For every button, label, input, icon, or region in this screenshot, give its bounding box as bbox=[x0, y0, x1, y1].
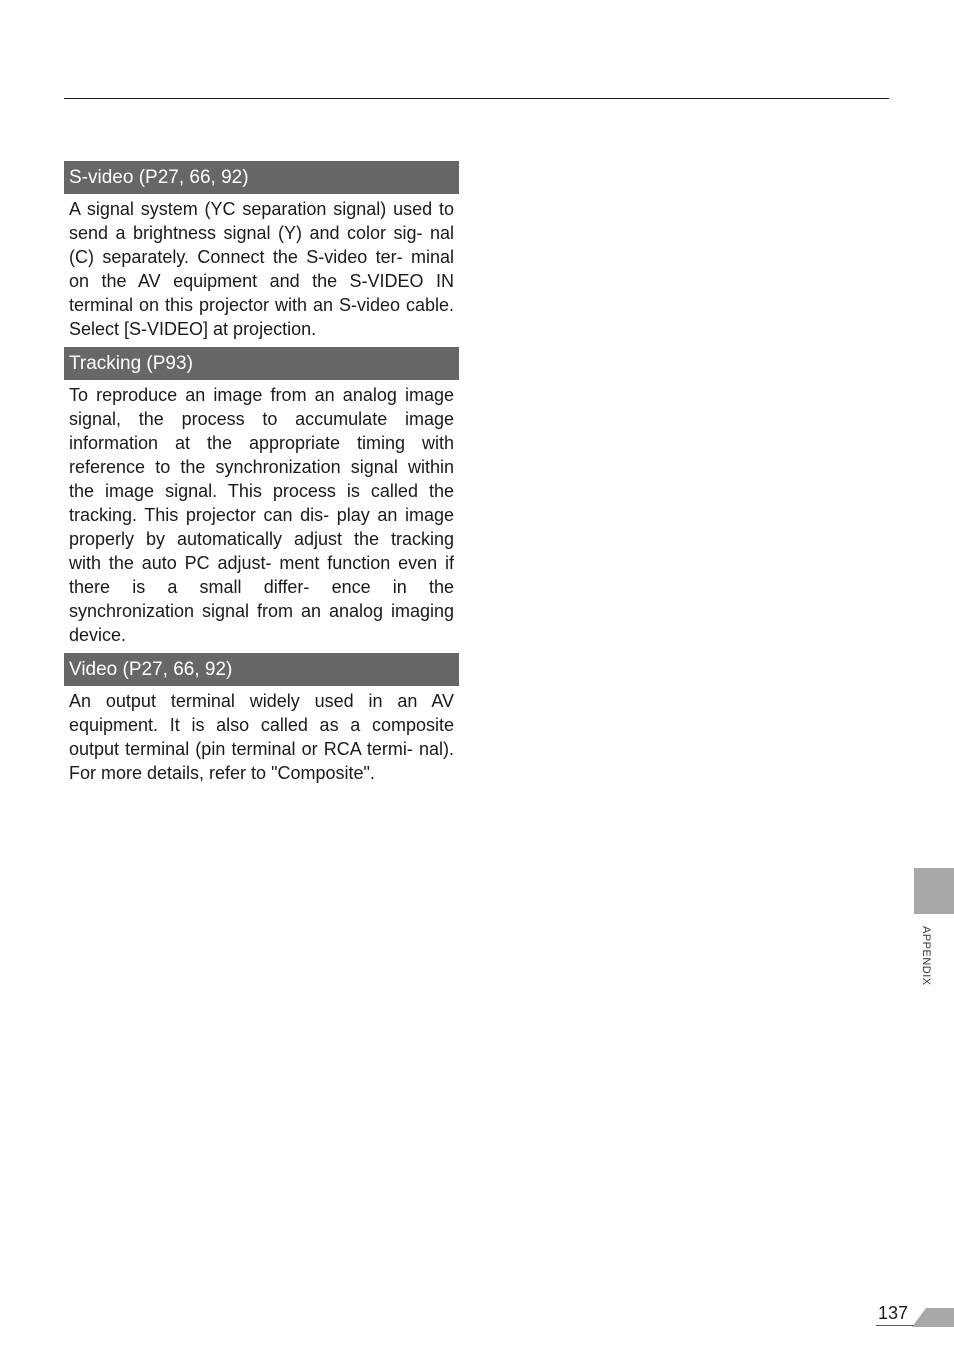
term-header-tracking: Tracking (P93) bbox=[64, 347, 459, 380]
glossary-column bbox=[64, 161, 459, 792]
term-header-video: Video (P27, 66, 92) bbox=[64, 653, 459, 686]
term-definition-video: An output terminal widely used in an AV equipment. It is also called as a composite output terminal (pin terminal or RCA termi- nal). For more details, refer to "Composite". bbox=[69, 691, 454, 784]
term-definition-s-video: A signal system (YC separation signal) used to send a brightness signal (Y) and color sig- nal (C) separately. Connect the S-video ter- minal on the AV equipment and the S-VIDEO IN terminal on this projector with an S-video cable. Select [S-VIDEO] at projection. bbox=[69, 199, 454, 339]
page-corner-tab bbox=[912, 1308, 954, 1327]
top-rule bbox=[64, 98, 889, 99]
term-definition-tracking: To reproduce an image from an analog image signal, the process to accumulate image information at the appropriate timing with reference to the synchronization signal within the image signal. This process is called the tracking. This projector can dis- play an image properly by automatically adjust the tracking with the auto PC adjust- ment function even if there is a small differ- ence in the synchronization signal from an analog imaging device. bbox=[69, 385, 454, 645]
page-number-rule bbox=[876, 1325, 914, 1326]
term-header-s-video: S-video (P27, 66, 92) bbox=[64, 161, 459, 194]
page-number: 137 bbox=[878, 1303, 909, 1323]
section-tab-marker bbox=[914, 868, 954, 914]
section-tab-label: APPENDIX bbox=[920, 926, 932, 986]
